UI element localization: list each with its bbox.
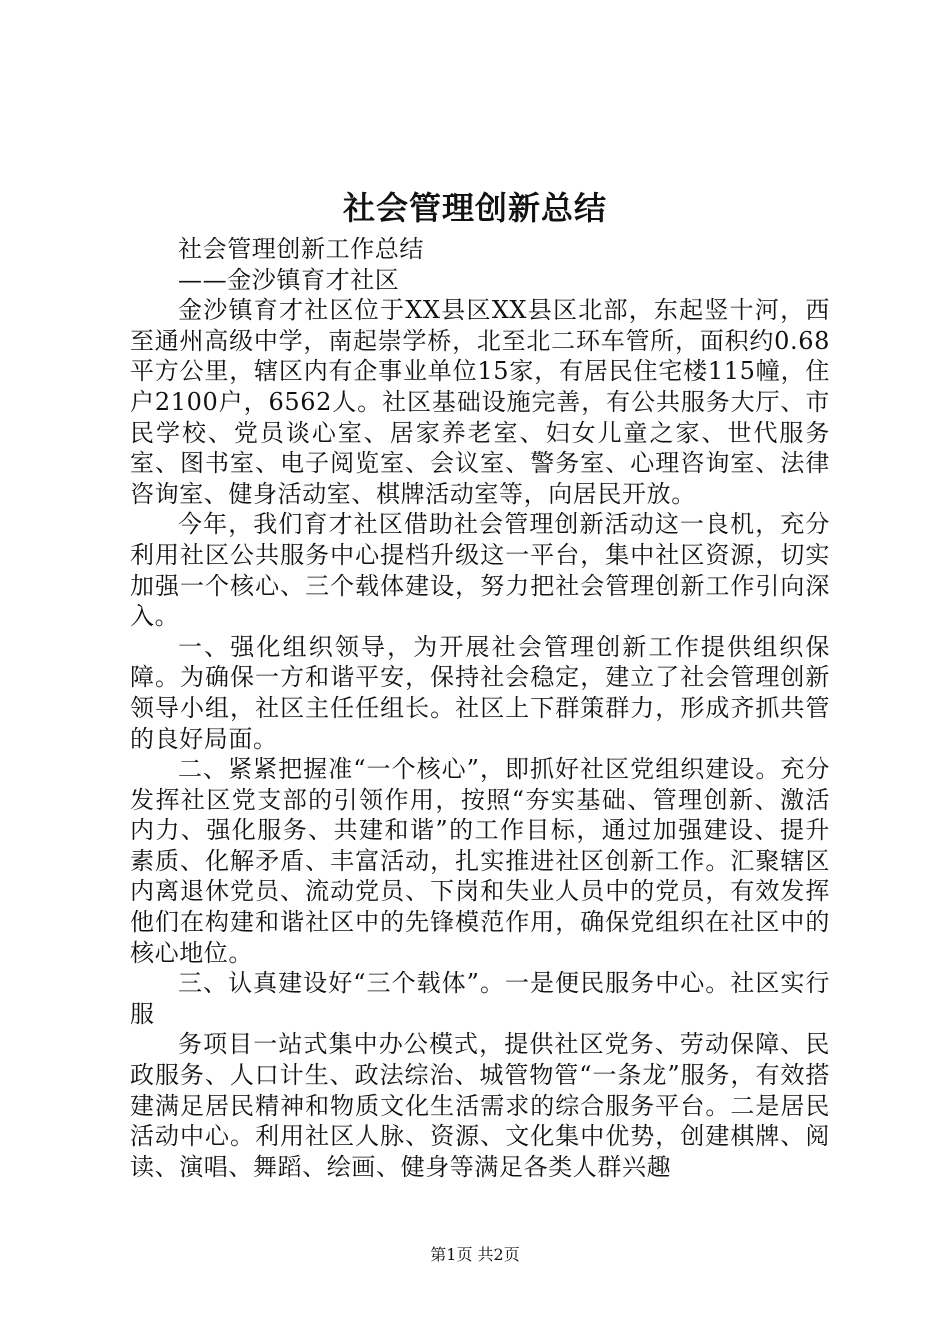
document-title: 社会管理创新总结 xyxy=(342,189,607,227)
body-paragraph: 三、认真建设好“三个载体”。一是便民服务中心。社区实行服 xyxy=(130,969,830,1028)
body-paragraph: 今年，我们育才社区借助社会管理创新活动这一良机，充分利用社区公共服务中心提档升级这一平台，集中社区资源，切实加强一个核心、三个载体建设，努力把社会管理创新工作引向深入。 xyxy=(130,510,830,631)
body-paragraph: 金沙镇育才社区位于XX县区XX县区北部，东起竖十河，西至通州高级中学，南起崇学桥，北至北二环车管所，面积约0.68平方公里，辖区内有企事业单位15家，有居民住宅楼115幢，住户2100户，6562人。社区基础设施完善，有公共服务大厅、市民学校、党员谈心室、居家养老室、妇女儿童之家、世代服务室、图书室、电子阅览室、会议室、警务室、心理咨询室、法律咨询室、健身活动室、棋牌活动室等，向居民开放。 xyxy=(130,296,830,508)
body-paragraph: 二、紧紧把握准“一个核心”，即抓好社区党组织建设。充分发挥社区党支部的引领作用，按照“夯实基础、管理创新、激活内力、强化服务、共建和谐”的工作目标，通过加强建设、提升素质、化解矛盾、丰富活动，扎实推进社区创新工作。汇聚辖区内离退休党员、流动党员、下岗和失业人员中的党员，有效发挥他们在构建和谐社区中的先锋模范作用，确保党组织在社区中的核心地位。 xyxy=(130,755,830,967)
body-paragraph-subtitle: 社会管理创新工作总结 xyxy=(178,235,424,263)
page-number-footer: 第1页 共2页 xyxy=(430,1245,520,1264)
body-paragraph: 务项目一站式集中办公模式，提供社区党务、劳动保障、民政服务、人口计生、政法综治、城管物管“一条龙”服务，有效搭建满足居民精神和物质文化生活需求的综合服务平台。二是居民活动中心。利用社区人脉、资源、文化集中优势，创建棋牌、阅读、演唱、舞蹈、绘画、健身等满足各类人群兴趣 xyxy=(130,1030,830,1181)
body-paragraph-author: ——金沙镇育才社区 xyxy=(178,265,400,294)
body-paragraph: 一、强化组织领导，为开展社会管理创新工作提供组织保障。为确保一方和谐平安，保持社会稳定，建立了社会管理创新领导小组，社区主任任组长。社区上下群策群力，形成齐抓共管的良好局面。 xyxy=(130,632,830,753)
document-body xyxy=(130,234,830,1182)
